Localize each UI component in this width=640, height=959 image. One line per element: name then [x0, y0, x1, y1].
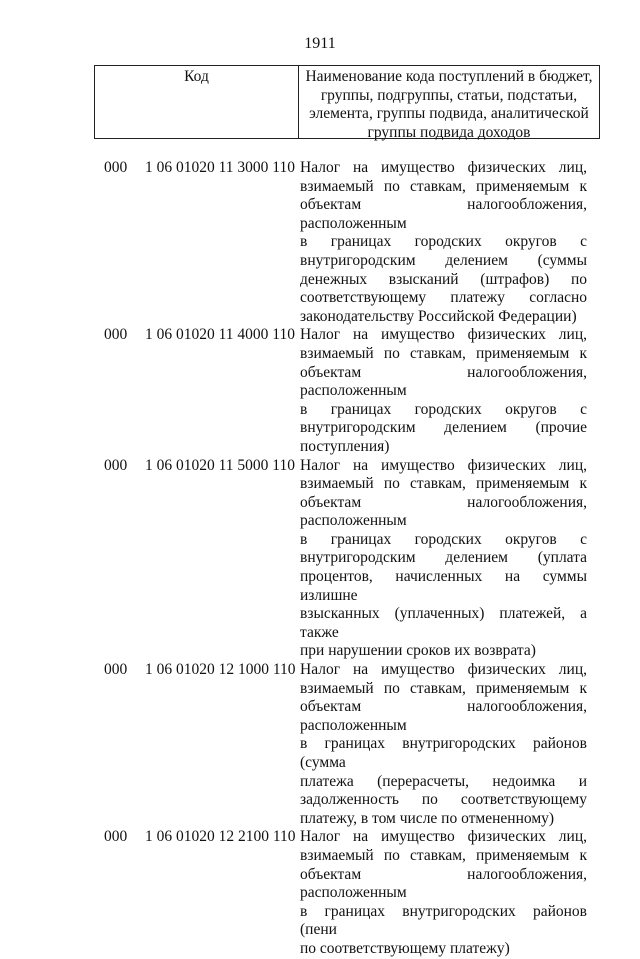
- revenue-name-line: задолженность по соответствующему: [300, 791, 587, 809]
- revenue-name-line: поступления): [300, 437, 390, 455]
- revenue-name: [300, 457, 587, 662]
- table-row: [0, 661, 640, 828]
- revenue-code: 1 06 01020 12 2100 110: [145, 828, 296, 846]
- table-header: [94, 65, 600, 139]
- revenue-name-line: в границах городских округов с: [300, 233, 587, 251]
- revenue-code: 1 06 01020 11 3000 110: [145, 159, 295, 176]
- revenue-name-line: при нарушении сроков их возврата): [300, 642, 536, 660]
- admin-code: 000: [104, 326, 128, 344]
- revenue-name-line: объектам налогообложения, расположенным: [300, 196, 587, 232]
- revenue-name-line: объектам налогообложения, расположенным: [300, 698, 587, 734]
- revenue-name-line: внутригородским делением (уплата: [300, 549, 587, 567]
- revenue-name-line: Налог на имущество физических лиц,: [300, 828, 587, 846]
- revenue-name-line: объектам налогообложения, расположенным: [300, 493, 587, 530]
- table-body: [0, 159, 640, 959]
- revenue-name-line: Налог на имущество физических лиц,: [300, 456, 587, 474]
- revenue-name: [300, 661, 587, 828]
- revenue-name-line: Налог на имущество физических лиц,: [300, 159, 587, 176]
- revenue-name-line: в границах внутригородских районов (сумма: [300, 735, 587, 771]
- table-row: [0, 326, 640, 456]
- revenue-name-line: внутригородским делением (суммы: [300, 251, 587, 269]
- revenue-name-line: процентов, начисленных на суммы излишне: [300, 568, 587, 604]
- revenue-name-line: в границах городских округов с: [300, 400, 587, 418]
- revenue-name-line: объектам налогообложения, расположенным: [300, 363, 587, 400]
- revenue-name-line: соответствующему платежу согласно: [300, 289, 587, 307]
- header-code: Код: [95, 66, 299, 138]
- revenue-code: 1 06 01020 12 1000 110: [145, 661, 296, 679]
- header-name-line: Наименование кода поступлений в бюджет,: [305, 68, 593, 85]
- admin-code: 000: [104, 456, 128, 474]
- admin-code: 000: [104, 828, 128, 846]
- revenue-name: [300, 326, 587, 456]
- revenue-name-line: Налог на имущество физических лиц,: [300, 661, 587, 679]
- revenue-name-line: взысканных (уплаченных) платежей, а также: [300, 605, 587, 641]
- revenue-code: 1 06 01020 11 4000 110: [145, 326, 295, 344]
- revenue-name-line: взимаемый по ставкам, применяемым к: [300, 344, 587, 362]
- revenue-name-line: денежных взысканий (штрафов) по: [300, 270, 587, 288]
- header-name-line: элемента, группы подвида, аналитической: [309, 105, 589, 123]
- table-row: [0, 159, 640, 326]
- admin-code: 000: [104, 661, 128, 679]
- header-name-line: группы, подгруппы, статьи, подстатьи,: [320, 86, 578, 104]
- revenue-name: [300, 159, 587, 326]
- revenue-name-line: взимаемый по ставкам, применяемым к: [300, 846, 587, 864]
- revenue-name: [300, 828, 587, 958]
- header-name: [299, 66, 599, 141]
- admin-code: 000: [104, 159, 128, 176]
- revenue-name-line: по соответствующему платежу): [300, 939, 510, 957]
- header-name-line: группы подвида доходов: [367, 123, 531, 141]
- revenue-name-line: взимаемый по ставкам, применяемым к: [300, 679, 587, 697]
- revenue-name-line: объектам налогообложения, расположенным: [300, 865, 587, 902]
- revenue-name-line: внутригородским делением (прочие: [300, 419, 587, 437]
- revenue-name-line: в границах городских округов с: [300, 530, 587, 548]
- revenue-name-line: законодательству Российской Федерации): [300, 307, 577, 325]
- revenue-name-line: платежа (перерасчеты, недоимка и: [300, 772, 587, 790]
- revenue-name-line: Налог на имущество физических лиц,: [300, 326, 587, 344]
- revenue-name-line: в границах внутригородских районов (пени: [300, 902, 587, 939]
- revenue-name-line: взимаемый по ставкам, применяемым к: [300, 177, 587, 195]
- revenue-name-line: платежу, в том числе по отмененному): [300, 809, 555, 827]
- page-number: 1911: [304, 35, 336, 52]
- revenue-name-line: взимаемый по ставкам, применяемым к: [300, 475, 587, 493]
- revenue-code: 1 06 01020 11 5000 110: [145, 456, 295, 474]
- table-row: [0, 828, 640, 958]
- table-row: [0, 457, 640, 662]
